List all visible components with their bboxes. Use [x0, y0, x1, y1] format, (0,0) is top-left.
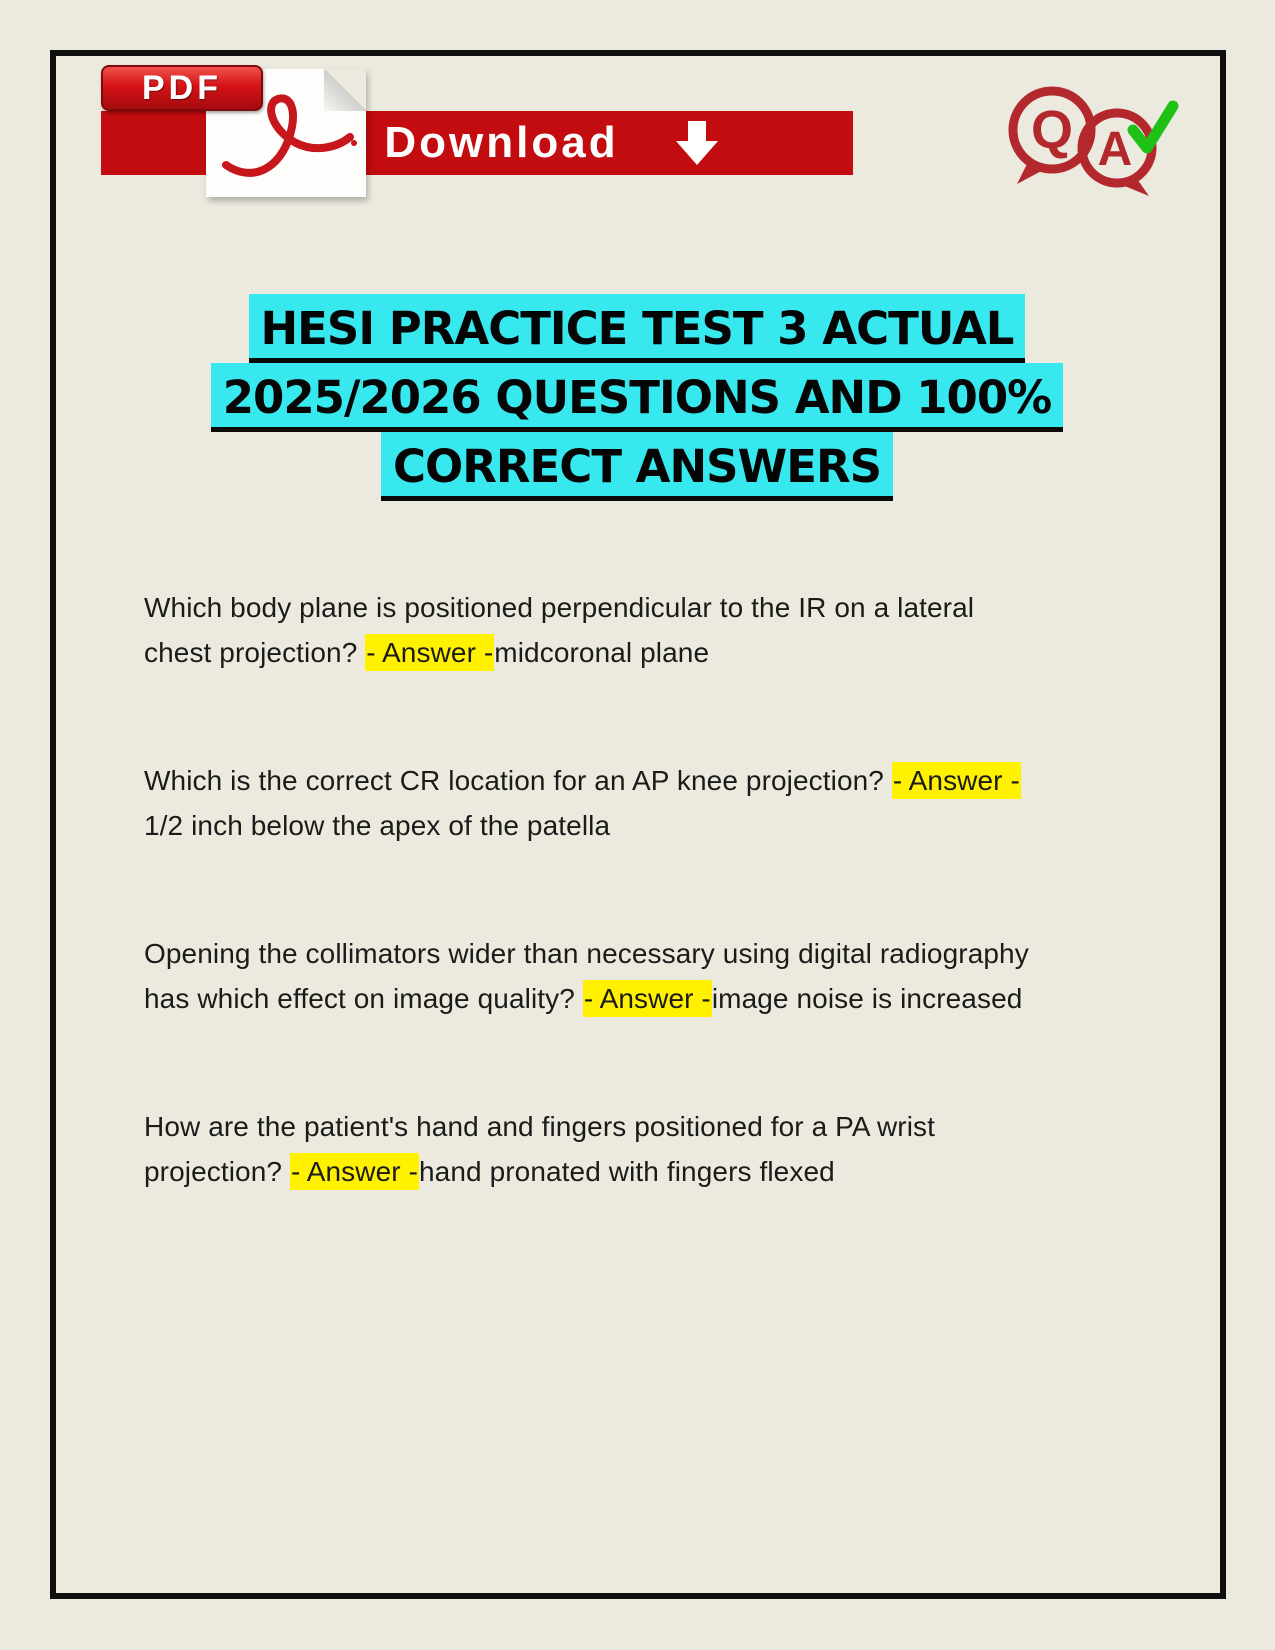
qa-text-segment: Which is the correct CR location for an AP knee projection?: [144, 765, 892, 796]
content-area: [56, 56, 1220, 1593]
qa-item: [144, 931, 1104, 1021]
title-line: 2025/2026 QUESTIONS AND 100%: [211, 363, 1064, 432]
answer-highlight: - Answer -: [290, 1153, 419, 1190]
qa-text-segment: hand pronated with fingers flexed: [419, 1156, 835, 1187]
qa-logo-a-letter: A: [1097, 123, 1133, 176]
qa-text-segment: How are the patient's hand and fingers positioned for a PA wrist: [144, 1111, 936, 1142]
download-button-label: Download: [384, 118, 619, 167]
qa-text-segment: Which body plane is positioned perpendicular to the IR on a lateral: [144, 592, 975, 623]
title-block: [144, 294, 1130, 501]
qa-item: [144, 585, 1104, 675]
answer-highlight: - Answer -: [892, 762, 1021, 799]
qa-item: [144, 1104, 1104, 1194]
title-line: HESI PRACTICE TEST 3 ACTUAL: [249, 294, 1026, 363]
qa-list: [144, 585, 1104, 1194]
qa-text-segment: midcoronal plane: [494, 637, 710, 668]
qa-text-segment: chest projection?: [144, 637, 366, 668]
title-line: CORRECT ANSWERS: [381, 432, 893, 501]
answer-highlight: - Answer -: [583, 980, 712, 1017]
qa-logo-q-letter: Q: [1030, 100, 1074, 160]
qa-text-segment: image noise is increased: [711, 983, 1023, 1014]
qa-text-segment: projection?: [144, 1156, 290, 1187]
qa-text-segment: has which effect on image quality?: [144, 983, 583, 1014]
pdf-badge-label: PDF: [142, 68, 222, 107]
qa-text-segment: Opening the collimators wider than necessary using digital radiography: [144, 938, 1029, 969]
page-border-frame: [50, 50, 1226, 1599]
qa-text-segment: 1/2 inch below the apex of the patella: [144, 810, 611, 841]
qa-item: [144, 758, 1104, 848]
answer-highlight: - Answer -: [365, 634, 494, 671]
